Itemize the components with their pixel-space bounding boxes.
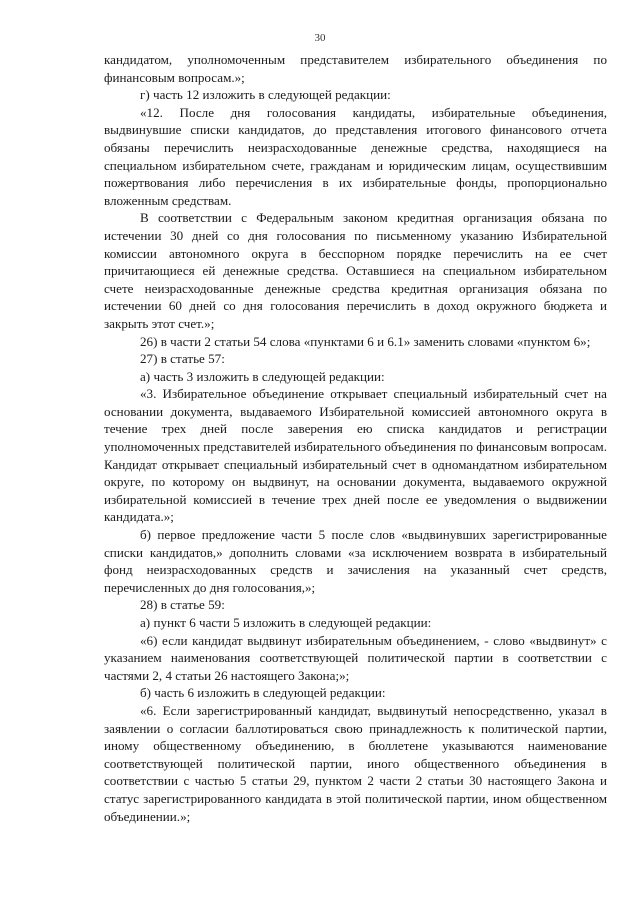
paragraph: 27) в статье 57: <box>140 351 225 367</box>
paragraph: а) пункт 6 части 5 изложить в следующей редакции: <box>140 615 432 630</box>
paragraph: б) часть 6 изложить в следующей редакции: <box>140 685 386 701</box>
paragraph: г) часть 12 изложить в следующей редакции: <box>140 87 391 103</box>
page-number: 30 <box>314 32 326 44</box>
paragraph: В соответствии с Федеральным законом кредитная организация обязана по истечении 30 дней со дня голосования по письменному указанию Избирательной комиссии автономного округа в бесспорном порядке перечислить на ее счет причитающиеся ей денежные средства. Оставшиеся на специальном избирательном счете неизрасходованные денежные средства кредитная организация обязана по истечении 60 дней со дня голосования перечислить в доход окружного бюджета и закрыть этот счет.»; <box>104 210 607 331</box>
paragraph: кандидатом, уполномоченным представителем избирательного объединения по финансовым вопросам.»; <box>104 52 607 85</box>
paragraph: б) первое предложение части 5 после слов «выдвинувших зарегистрированные списки кандидатов,» дополнить словами «за исключением возврата в избирательный фонд неизрасходованных средств и зачисления на указанный счет средств, перечисленных до дня голосования,»; <box>104 527 607 595</box>
paragraph: 26) в части 2 статьи 54 слова «пунктами 6 и 6.1» заменить словами «пунктом 6»; <box>140 333 591 349</box>
document-body <box>104 51 607 825</box>
paragraph: «6. Если зарегистрированный кандидат, выдвинутый непосредственно, указал в заявлении о согласии баллотироваться свою принадлежность к политической партии, иному общественному объединению, в бюллетене указываются наименование соответствующей политической партии, иного общественного объединения в соответствии с частью 5 статьи 29, пунктом 2 части 2 статьи 30 настоящего Закона и статус зарегистрированного кандидата в этой политической партии, ином общественном объединении.»; <box>104 702 607 824</box>
paragraph: «12. После дня голосования кандидаты, избирательные объединения, выдвинувшие списки кандидатов, до представления итогового финансового отчета обязаны перечислить неизрасходованные денежные средства, находящиеся на специальном избирательном счете, гражданам и юридическим лицам, осуществившим пожертвования либо перечисления в их избирательные фонды, пропорционально вложенным средствам. <box>104 104 607 208</box>
paragraph: «3. Избирательное объединение открывает специальный избирательный счет на основании документа, выдаваемого Избирательной комиссией автономного округа в течение трех дней после заверения ею списка кандидатов и регистрации уполномоченных представителей избирательного объединения по финансовым вопросам. Кандидат открывает специальный избирательный счет в одномандатном избирательном округе, по которому он выдвинут, на основании документа, выдаваемого окружной избирательной комиссией в течение трех дней после ее уведомления о выдвижении кандидата.»; <box>104 386 607 525</box>
paragraph: 28) в статье 59: <box>140 597 225 613</box>
paragraph: а) часть 3 изложить в следующей редакции: <box>140 368 385 384</box>
paragraph: «6) если кандидат выдвинут избирательным объединением, - слово «выдвинут» с указанием наименования соответствующей политической партии в соответствии с частями 2, 4 статьи 26 настоящего Закона;»; <box>104 632 607 683</box>
